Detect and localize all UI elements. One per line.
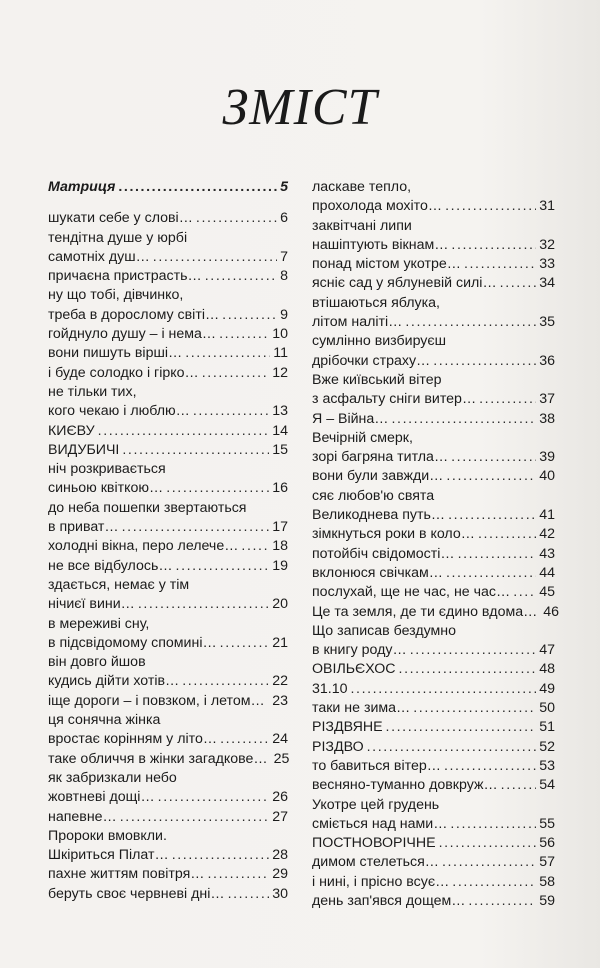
toc-entry — [312, 641, 555, 660]
toc-page-number: 10 — [272, 326, 288, 343]
toc-page-number: 54 — [539, 777, 555, 794]
toc-dot-leader — [118, 178, 277, 197]
toc-line — [48, 711, 288, 730]
toc-entry — [312, 873, 555, 892]
toc-entry-title: нічиєї вини… — [48, 596, 135, 613]
toc-page-number: 31 — [539, 198, 555, 215]
toc-entry-title: Я – Війна… — [312, 410, 389, 427]
toc-dot-leader — [479, 390, 536, 409]
toc-line — [48, 499, 288, 518]
toc-entry-title: ПОСТНОВОРІЧНЕ — [312, 835, 436, 852]
toc-line — [312, 332, 555, 351]
toc-entry — [312, 699, 555, 718]
toc-dot-leader — [138, 595, 269, 614]
toc-line — [312, 487, 555, 506]
toc-dot-leader — [222, 306, 277, 325]
toc-entry — [312, 757, 555, 776]
toc-entry-title: шукати себе у слові… — [48, 210, 193, 227]
toc-page-number: 28 — [272, 847, 288, 864]
toc-line-text: заквітчані липи — [312, 217, 412, 234]
toc-entry — [48, 267, 288, 286]
toc-entry — [48, 557, 288, 576]
toc-entry — [312, 352, 555, 371]
toc-page-number: 39 — [539, 449, 555, 466]
toc-page-number: 52 — [539, 738, 555, 755]
toc-entry — [312, 834, 555, 853]
toc-entry — [48, 306, 288, 325]
toc-line-text: Вечірній смерк, — [312, 429, 413, 446]
toc-dot-leader — [122, 441, 269, 460]
toc-dot-leader — [182, 672, 269, 691]
toc-entry-title: РІЗДВЯНЕ — [312, 719, 383, 736]
toc-page-number: 15 — [272, 441, 288, 458]
toc-entry — [312, 410, 555, 429]
toc-entry — [312, 255, 555, 274]
toc-line — [312, 371, 555, 390]
toc-entry-title: РІЗДВО — [312, 738, 364, 755]
toc-page-number: 9 — [280, 306, 288, 323]
toc-dot-leader — [98, 422, 270, 441]
toc-dot-leader — [351, 680, 537, 699]
toc-page-number: 35 — [539, 314, 555, 331]
toc-dot-leader — [208, 865, 270, 884]
toc-line-text: сяє любов'ю свята — [312, 487, 435, 504]
toc-entry — [48, 422, 288, 441]
toc-page-number: 17 — [272, 519, 288, 536]
toc-dot-leader — [500, 274, 537, 293]
toc-dot-leader — [464, 255, 536, 274]
toc-entry — [48, 479, 288, 498]
toc-page-number: 44 — [539, 564, 555, 581]
toc-page-number: 56 — [539, 835, 555, 852]
toc-spacer — [48, 197, 288, 209]
toc-entry — [312, 603, 560, 622]
toc-line — [312, 294, 555, 313]
toc-page-number: 26 — [272, 789, 288, 806]
toc-page-number: 18 — [272, 538, 288, 555]
toc-dot-leader — [399, 660, 537, 679]
toc-entry-title: кого чекаю і люблю… — [48, 403, 190, 420]
toc-page-number: 45 — [539, 584, 555, 601]
toc-entry-title: КИЄВУ — [48, 422, 95, 439]
toc-page-number: 19 — [272, 557, 288, 574]
toc-dot-leader — [158, 788, 270, 807]
toc-line — [312, 217, 555, 236]
toc-line-text: в мереживі сну, — [48, 615, 150, 632]
toc-page-number: 50 — [539, 700, 555, 717]
toc-entry — [48, 730, 288, 749]
toc-entry — [312, 390, 555, 409]
toc-line-text: втішаються яблука, — [312, 294, 440, 311]
toc-entry — [312, 564, 555, 583]
toc-line-text: до неба пошепки звертаються — [48, 499, 247, 516]
toc-line-text: тендітна душе у юрбі — [48, 229, 188, 246]
toc-entry — [48, 808, 288, 827]
toc-entry-title: гойднуло душу – і нема… — [48, 326, 217, 343]
toc-entry — [48, 325, 288, 344]
toc-line-text: Вже київський вітер — [312, 371, 442, 388]
toc-entry — [312, 853, 555, 872]
toc-page-number: 16 — [272, 480, 288, 497]
toc-entry — [48, 441, 288, 460]
toc-dot-leader — [268, 692, 269, 711]
toc-entry-title: в книгу роду… — [312, 642, 407, 659]
toc-page-number: 42 — [539, 526, 555, 543]
toc-dot-leader — [445, 197, 536, 216]
toc-dot-leader — [413, 699, 536, 718]
toc-dot-leader — [446, 467, 536, 486]
toc-entry-title: причаєна пристрасть… — [48, 268, 202, 285]
toc-line-text: Пророки вмовкли. — [48, 827, 167, 844]
toc-entry — [312, 583, 555, 602]
toc-page-number: 11 — [273, 345, 288, 362]
toc-dot-leader — [451, 448, 536, 467]
toc-page-number: 57 — [539, 854, 555, 871]
toc-entry — [312, 506, 555, 525]
toc-page-number: 27 — [272, 808, 288, 825]
toc-page-number: 46 — [543, 603, 560, 620]
toc-dot-leader — [433, 352, 536, 371]
toc-entry — [48, 865, 288, 884]
toc-line-text: сумлінно визбируєш — [312, 333, 447, 350]
toc-dot-leader — [367, 738, 537, 757]
toc-entry — [312, 274, 555, 293]
toc-entry-title: зімкнуться роки в коло… — [312, 526, 475, 543]
toc-dot-leader — [478, 525, 536, 544]
toc-entry-title: дрібочки страху… — [312, 352, 431, 369]
toc-entry — [312, 313, 555, 332]
toc-entry — [312, 660, 555, 679]
toc-entry — [48, 364, 288, 383]
toc-entry — [312, 680, 555, 699]
toc-dot-leader — [166, 479, 269, 498]
toc-entry-title: понад містом укотре… — [312, 256, 461, 273]
toc-entry-title: синьою квіткою… — [48, 480, 164, 497]
toc-entry-title: літом наліті… — [312, 314, 403, 331]
toc-page-number: 47 — [539, 642, 555, 659]
toc-entry-title: холодні вікна, перо лелече… — [48, 538, 239, 555]
toc-line-text: Укотре цей грудень — [312, 796, 440, 813]
toc-line — [312, 429, 555, 448]
toc-entry — [312, 776, 555, 795]
toc-dot-leader — [172, 846, 270, 865]
toc-line-text: Що записав бездумно — [312, 622, 457, 639]
toc-line — [48, 769, 288, 788]
toc-entry-title: і буде солодко і гірко… — [48, 364, 199, 381]
toc-page-number: 38 — [539, 410, 555, 427]
toc-line-text: ласкаве тепло, — [312, 179, 412, 195]
toc-entry — [48, 750, 288, 769]
toc-entry — [48, 537, 288, 556]
toc-page-number: 7 — [280, 248, 288, 265]
toc-page-number: 41 — [539, 507, 555, 524]
toc-entry — [312, 815, 555, 834]
toc-entry — [48, 595, 288, 614]
toc-dot-leader — [405, 313, 536, 332]
toc-entry-title: таки не зима… — [312, 700, 411, 717]
toc-entry-title: весняно-туманно довкруж… — [312, 777, 498, 794]
toc-entry — [312, 236, 555, 255]
toc-dot-leader — [153, 248, 277, 267]
toc-entry — [312, 892, 555, 911]
toc-dot-leader — [444, 757, 536, 776]
toc-entry-title: Це та земля, де ти єдино вдома… — [312, 603, 538, 620]
toc-entry-title: то бавиться вітер… — [312, 757, 441, 774]
toc-dot-leader — [446, 564, 536, 583]
toc-entry-title: кудись дійти хотів… — [48, 673, 180, 690]
toc-entry — [48, 178, 288, 197]
toc-entry — [48, 518, 288, 537]
page-title: ЗМІСТ — [222, 79, 378, 136]
toc-entry — [312, 738, 555, 757]
toc-line — [48, 576, 288, 595]
toc-dot-leader — [513, 583, 536, 602]
toc-entry-title: нашіптують вікнам… — [312, 236, 449, 253]
toc-entry-title: ясніє сад у яблуневій силі… — [312, 275, 497, 292]
toc-entry-title: послухай, ще не час, не час… — [312, 584, 511, 601]
toc-entry — [312, 525, 555, 544]
toc-dot-leader — [220, 634, 270, 653]
toc-entry-title: з асфальту сніги витер… — [312, 391, 477, 408]
toc-entry — [48, 248, 288, 267]
toc-dot-leader — [410, 641, 537, 660]
toc-dot-leader — [202, 364, 269, 383]
toc-entry — [48, 209, 288, 228]
toc-page-number: 6 — [280, 210, 288, 227]
toc-entry-title: вони були завжди… — [312, 468, 444, 485]
toc-page-number: 5 — [280, 179, 288, 195]
toc-page-number: 33 — [539, 256, 555, 273]
toc-entry — [312, 448, 555, 467]
toc-entry-title: в приват… — [48, 519, 119, 536]
toc-dot-leader — [228, 885, 270, 904]
toc-dot-leader — [120, 808, 269, 827]
toc-entry-title: іще дороги – і повзком, і летом… — [48, 692, 265, 709]
toc-dot-leader — [451, 236, 536, 255]
toc-page-number: 8 — [280, 268, 288, 285]
toc-page-number: 25 — [273, 750, 290, 767]
toc-line — [48, 827, 288, 846]
toc-dot-leader — [220, 730, 269, 749]
toc-dot-leader — [501, 776, 537, 795]
toc-entry-title: треба в дорослому світі… — [48, 306, 220, 323]
toc-entry-title: таке обличчя в жінки загадкове… — [48, 750, 268, 767]
toc-page-number: 22 — [272, 673, 288, 690]
toc-line-text: ніч розкривається — [48, 461, 166, 478]
toc-dot-leader — [386, 718, 537, 737]
toc-line-text: здається, немає у тім — [48, 576, 190, 593]
toc-entry — [312, 718, 555, 737]
toc-entry-title: зорі багряна титла… — [312, 449, 449, 466]
toc-entry-title: жовтневі дощі… — [48, 789, 155, 806]
toc-page-number: 30 — [272, 885, 288, 902]
toc-page-number: 23 — [272, 692, 288, 709]
toc-entry — [48, 344, 288, 363]
toc-entry-title: Шкіриться Пілат… — [48, 847, 169, 864]
toc-entry-title: сміється над нами… — [312, 815, 448, 832]
toc-page-number: 51 — [539, 719, 555, 736]
toc-dot-leader — [241, 537, 269, 556]
toc-line-text: він довго йшов — [48, 654, 146, 671]
toc-entry-title: беруть своє червневі дні… — [48, 885, 225, 902]
toc-entry-title: в підсвідомому спомині… — [48, 634, 217, 651]
toc-dot-leader — [468, 892, 536, 911]
toc-entry-title: не все відбулось… — [48, 557, 173, 574]
toc-entry-title: вони пишуть вірші… — [48, 345, 183, 362]
toc-dot-leader — [439, 834, 537, 853]
toc-page-number: 37 — [539, 391, 555, 408]
toc-entry — [48, 402, 288, 421]
toc-line-text: ця сонячна жінка — [48, 712, 161, 729]
toc-line — [312, 796, 555, 815]
toc-entry-title: Великоднева путь… — [312, 507, 446, 524]
toc-entry-title: вклонюся свічкам… — [312, 564, 443, 581]
toc-dot-leader — [193, 402, 269, 421]
toc-entry-title: день зап'явся дощем… — [312, 892, 466, 909]
toc-page-number: 34 — [539, 275, 555, 292]
toc-entry-title: пахне життям повітря… — [48, 866, 205, 883]
toc-page-number: 21 — [272, 634, 288, 651]
toc-entry-title: ВИДУБИЧІ — [48, 441, 120, 458]
toc-line — [48, 615, 288, 634]
toc-page-number: 36 — [539, 352, 555, 369]
toc-line — [48, 653, 288, 672]
toc-dot-leader — [450, 815, 536, 834]
toc-entry-title: Матриця — [48, 179, 116, 195]
toc-line — [48, 383, 288, 402]
toc-dot-leader — [442, 853, 536, 872]
toc-page-number: 43 — [539, 545, 555, 562]
toc-line — [48, 229, 288, 248]
toc-entry — [312, 467, 555, 486]
toc-dot-leader — [391, 410, 536, 429]
toc-line-text: ну що тобі, дівчинко, — [48, 287, 184, 304]
toc-page-number: 55 — [539, 815, 555, 832]
toc-entry — [48, 692, 288, 711]
toc-entry-title: ОВІЛЬЄХОС — [312, 661, 396, 678]
toc-page-number: 29 — [272, 866, 288, 883]
toc-page-number: 32 — [539, 236, 555, 253]
toc-entry — [48, 634, 288, 653]
toc-dot-leader — [176, 557, 270, 576]
toc-entry — [48, 788, 288, 807]
toc-entry — [48, 885, 288, 904]
toc-line — [48, 460, 288, 479]
toc-dot-leader — [205, 267, 277, 286]
toc-entry — [312, 197, 555, 216]
toc-dot-leader — [452, 873, 536, 892]
toc-dot-leader — [185, 344, 270, 363]
toc-line-text: як забризкали небо — [48, 769, 177, 786]
toc-page-number: 13 — [272, 403, 288, 420]
toc-entry — [48, 846, 288, 865]
toc-entry-title: димом стелеться… — [312, 854, 439, 871]
toc-page-number: 48 — [539, 661, 555, 678]
toc-line — [48, 286, 288, 305]
toc-entry-title: самотніх душ… — [48, 248, 150, 265]
toc-page-number: 14 — [272, 422, 288, 439]
toc-right-column — [312, 178, 560, 911]
toc-entry — [48, 672, 288, 691]
toc-line — [312, 178, 555, 197]
toc-page-number: 20 — [272, 596, 288, 613]
toc-dot-leader — [448, 506, 536, 525]
toc-page-number: 49 — [539, 680, 555, 697]
toc-dot-leader — [219, 325, 269, 344]
toc-entry-title: вростає корінням у літо… — [48, 731, 218, 748]
toc-page-number: 24 — [272, 731, 288, 748]
toc-entry-title: прохолода мохіто… — [312, 198, 443, 215]
toc-page-number: 58 — [539, 873, 555, 890]
toc-dot-leader — [122, 518, 270, 537]
toc-left-column — [48, 178, 288, 904]
toc-entry-title: напевне… — [48, 808, 117, 825]
toc-line — [312, 622, 555, 641]
toc-entry-title: потойбіч свідомості… — [312, 545, 455, 562]
toc-dot-leader — [196, 209, 277, 228]
toc-entry — [312, 545, 555, 564]
toc-page-number: 40 — [539, 468, 555, 485]
toc-dot-leader — [458, 545, 537, 564]
toc-page-number: 53 — [539, 757, 555, 774]
toc-line-text: не тільки тих, — [48, 383, 137, 400]
toc-entry-title: 31.10 — [312, 680, 348, 697]
toc-page-number: 12 — [272, 364, 288, 381]
toc-entry-title: і нині, і прісно всує… — [312, 873, 450, 890]
toc-page-number: 59 — [539, 892, 555, 909]
